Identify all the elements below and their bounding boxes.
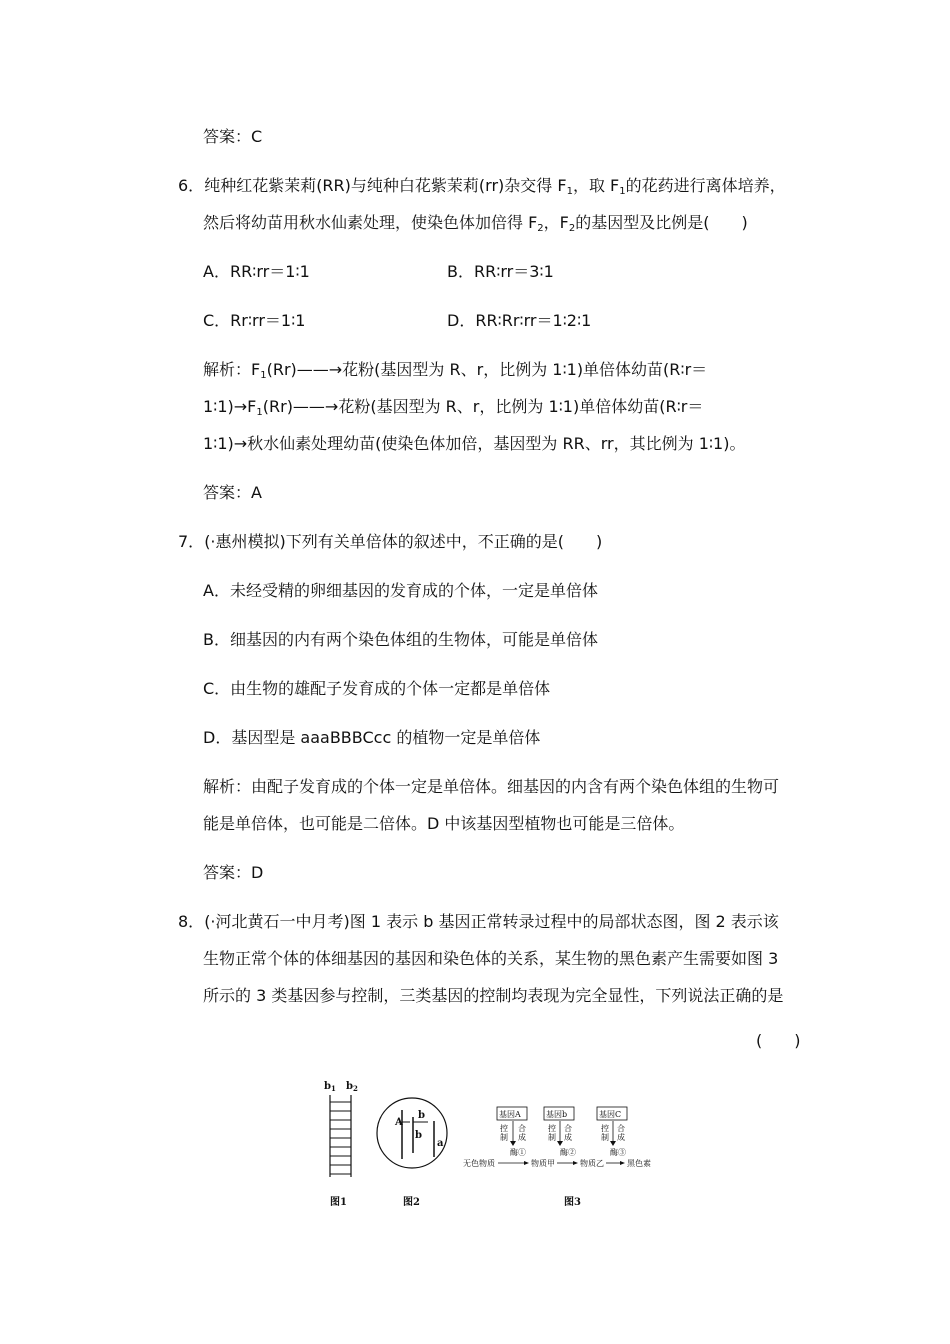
question-6-line-2: 然后将幼苗用秋水仙素处理，使染色体加倍得 $F_2$，$F_2$的基因型及比例是( ) [203,213,748,234]
q7-answer: 答案：D [203,863,264,882]
label-b2: $b_2$ [346,1081,358,1093]
svg-text:酶②: 酶② [560,1148,576,1157]
label-b1: $b_1$ [324,1081,336,1093]
substance-jia: 物质甲 [531,1159,555,1168]
svg-text:成: 成 [617,1133,625,1142]
question-8-line-2: 生物正常个体的体细基因的基因和染色体的关系，某生物的黑色素产生需要如图 3 [203,949,779,968]
dna-rungs [330,1102,351,1174]
q7-analysis-line-2: 能是单倍体，也可能是二倍体。D 中该基因型植物也可能是三倍体。 [203,814,685,833]
svg-text:控: 控 [548,1124,556,1133]
q6-analysis-line-1: 解析：$F_1(Rr)——\to$花粉(基因型为 R、r，比例为 1∶1)单倍体幼苗(R∶r＝ [203,360,708,381]
svg-text:制: 制 [548,1133,556,1142]
answer-bracket: ( ) [756,1031,801,1050]
figure-1-2-3 [320,1075,690,1215]
question-number: 6． [178,176,205,195]
question-number: 7． [178,532,205,551]
svg-text:成: 成 [564,1133,572,1142]
cell-circle [377,1098,447,1168]
caption-fig1: 图1 [330,1197,347,1208]
caption-fig3: 图3 [564,1197,581,1208]
caption-fig2: 图2 [403,1197,420,1208]
q6-option-a: A．RR∶rr＝1∶1 [203,262,310,281]
svg-text:酶③: 酶③ [610,1148,626,1157]
substance-colorless: 无色物质 [463,1159,495,1168]
svg-text:制: 制 [500,1133,508,1142]
figure-3 [463,1107,651,1208]
figure-2 [377,1098,447,1208]
svg-text:控: 控 [500,1124,508,1133]
figure-1 [324,1081,358,1208]
q6-analysis-line-2: $1∶1)\to F_1(Rr)——\to$花粉(基因型为 R、r，比例为 1∶1)单倍体幼苗(R∶r＝ [203,397,704,418]
svg-text:合: 合 [564,1124,572,1133]
svg-text:基因b: 基因b [546,1110,568,1119]
svg-text:制: 制 [601,1133,609,1142]
q7-analysis-line-1: 解析：由配子发育成的个体一定是单倍体。细基因的内含有两个染色体组的生物可 [203,777,780,796]
svg-text:基因A: 基因A [499,1110,521,1119]
gene-label-a-upper: A [395,1117,403,1128]
q7-option-c: C．由生物的雄配子发育成的个体一定都是单倍体 [203,679,551,698]
q7-option-a: A．未经受精的卵细基因的发育成的个体，一定是单倍体 [203,581,598,600]
question-7-stem: 7．(·惠州模拟)下列有关单倍体的叙述中，不正确的是( ) [178,532,603,551]
gene-label-b-mid: b [415,1130,422,1141]
q7-option-b: B．细基因的内有两个染色体组的生物体，可能是单倍体 [203,630,598,649]
gene-label-b-top: b [418,1110,425,1121]
question-6-line-1: 6．纯种红花紫茉莉(RR)与纯种白花紫茉莉(rr)杂交得 $F_1$，取 $F_1$的花药进行离体培养， [178,176,786,197]
question-8-line-1: 8．(·河北黄石一中月考)图 1 表示 b 基因正常转录过程中的局部状态图，图 2 表示该 [178,912,779,931]
q7-option-d: D．基因型是 aaaBBBCcc 的植物一定是单倍体 [203,728,541,747]
q6-analysis-line-3: 1∶1)→秋水仙素处理幼苗(使染色体加倍，基因型为 RR、rr，其比例为 1∶1)。 [203,434,746,453]
svg-text:成: 成 [518,1133,526,1142]
q6-option-d: D．RR∶Rr∶rr＝1∶2∶1 [447,311,592,330]
answer-5: 答案：C [203,127,263,146]
svg-text:酶①: 酶① [510,1148,526,1157]
question-number: 8． [178,912,205,931]
question-8-line-3: 所示的 3 类基因参与控制，三类基因的控制均表现为完全显性，下列说法正确的是 [203,986,784,1005]
svg-text:合: 合 [518,1124,526,1133]
svg-text:控: 控 [601,1124,609,1133]
substance-melanin: 黑色素 [627,1159,651,1168]
q6-option-c: C．Rr∶rr＝1∶1 [203,311,306,330]
q6-option-b: B．RR∶rr＝3∶1 [447,262,554,281]
substance-yi: 物质乙 [580,1159,604,1168]
svg-text:基因C: 基因C [599,1110,622,1119]
gene-label-a-lower: a [437,1138,444,1149]
svg-text:合: 合 [617,1124,625,1133]
q6-answer: 答案：A [203,483,262,502]
